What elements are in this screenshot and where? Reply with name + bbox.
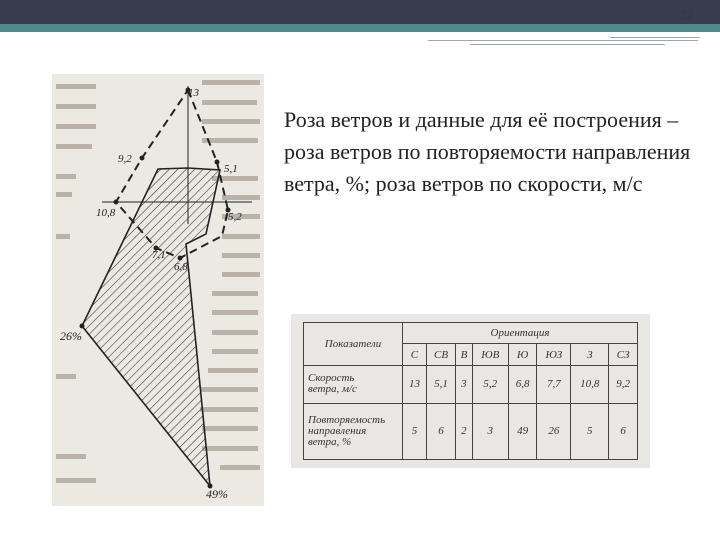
freq-w: 5 [571, 403, 609, 459]
wind-rose-figure [52, 74, 264, 506]
wind-data-table-image [291, 314, 650, 468]
speed-w: 10,8 [571, 365, 609, 403]
decorative-rule-3 [610, 37, 700, 38]
label-nw: 9,2 [118, 153, 132, 165]
speed-sw: 7,7 [537, 365, 571, 403]
speed-s: 6,8 [508, 365, 537, 403]
decorative-rule-1 [428, 40, 698, 41]
freq-s: 49 [508, 403, 537, 459]
speed-e: 3 [456, 365, 473, 403]
freq-nw: 6 [609, 403, 638, 459]
speed-ne: 5,1 [426, 365, 455, 403]
label-west-frequency: 26% [60, 329, 82, 343]
freq-n: 5 [403, 403, 427, 459]
row-label-frequency-line2: направления [308, 424, 367, 437]
table-row-speed [304, 365, 638, 403]
freq-e: 2 [456, 403, 473, 459]
label-s-speed: 6,8 [174, 261, 188, 273]
row-label-speed [304, 365, 403, 403]
speed-se: 5,2 [472, 365, 508, 403]
row-label-frequency-line3: ветра, % [308, 435, 352, 448]
table-dir-e: В [456, 344, 473, 365]
accent-line [0, 24, 720, 32]
table-dir-n: С [403, 344, 427, 365]
slide-number: 22 [679, 7, 694, 22]
row-label-speed-line1: Скорость [308, 372, 355, 385]
table-dir-sw: ЮЗ [537, 344, 571, 365]
table-dir-s: Ю [508, 344, 537, 365]
freq-sw: 26 [537, 403, 571, 459]
label-sw-speed: 7,1 [152, 249, 166, 261]
label-north: 13 [188, 87, 199, 99]
label-ne: 5,1 [224, 163, 238, 175]
table-dir-w: З [571, 344, 609, 365]
wind-rose-diagram [52, 74, 264, 506]
slide-body-text: Роза ветров и данные для её построения – роза ветров по повторяемости направления ветра, %; роза ветров по скорости, м/с [284, 107, 691, 196]
title-bar-band [0, 0, 720, 24]
row-label-frequency-line1: Повторяемость [308, 413, 386, 426]
label-south-frequency: 49% [206, 487, 228, 501]
label-east: 5,2 [228, 211, 242, 223]
table-row-frequency [304, 403, 638, 459]
label-west: 10,8 [96, 207, 116, 219]
speed-nw: 9,2 [609, 365, 638, 403]
decorative-rule-2 [470, 44, 665, 45]
row-label-frequency [304, 403, 403, 459]
speed-n: 13 [403, 365, 427, 403]
table-dir-ne: СВ [426, 344, 455, 365]
table-header-indicators: Показатели [304, 323, 403, 366]
wind-data-table [303, 322, 638, 460]
table-dir-nw: СЗ [609, 344, 638, 365]
table-dir-se: ЮВ [472, 344, 508, 365]
table-header-orientation: Ориентация [403, 323, 638, 344]
freq-se: 3 [472, 403, 508, 459]
freq-ne: 6 [426, 403, 455, 459]
row-label-speed-line2: ветра, м/с [308, 383, 357, 396]
